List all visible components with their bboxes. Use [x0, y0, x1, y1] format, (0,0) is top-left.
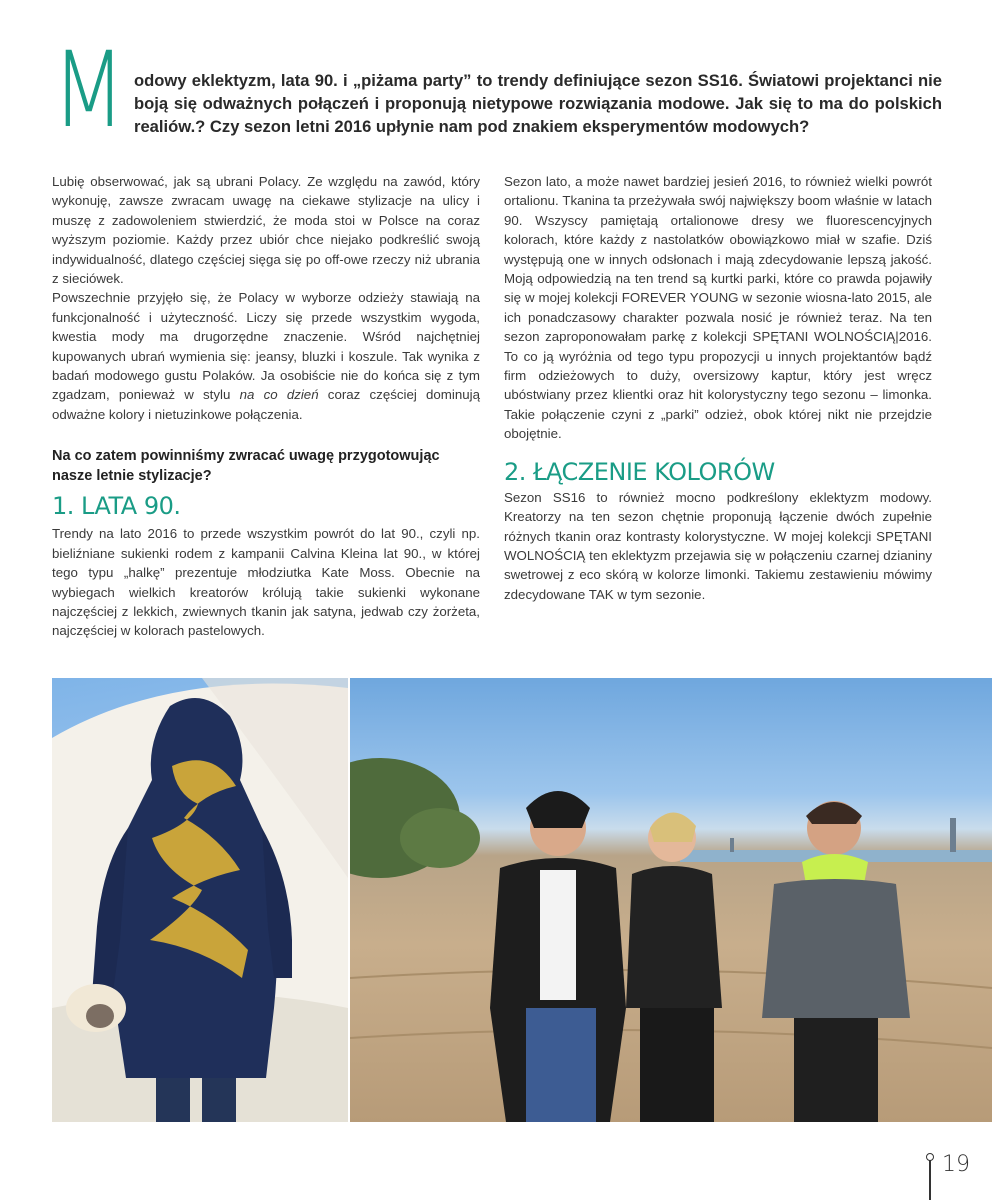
right-column	[504, 172, 932, 604]
lead-paragraph: odowy eklektyzm, lata 90. i „piżama party” to trendy definiujące sezon SS16. Światowi projektanci nie boją się odważnych połączeń i proponują nietypowe rozwiązania modowe. Jak się to ma do polskich realiów.? Czy sezon letni 2016 upłynie nam pod znakiem eksperymentów modowych?	[134, 71, 942, 136]
left-paragraph-2-italic: na co dzień	[239, 387, 319, 403]
page-number-dot	[926, 1153, 934, 1161]
left-paragraph-2-start: Powszechnie przyjęło się, że Polacy w wyborze odzieży stawiają na funkcjonalność i użyteczność. Liczy się przede wszystkim wygoda, kwestia mody ma drugorzędne znaczenie. Wśród najchętniej kupowanych ubrań wymienia się: jeansy, bluzki i koszule. Tak wynika z badań modowego gustu Polaków. Ja osobiście nie do końca się z tym zgadzam, ponieważ w stylu	[52, 290, 480, 403]
photo-three-models-beach	[350, 678, 992, 1122]
left-column	[52, 172, 480, 641]
models-illustration	[350, 678, 992, 1122]
parka-illustration	[52, 678, 348, 1122]
question-subheading: Na co zatem powinniśmy zwracać uwagę przygotowując nasze letnie stylizacje?	[52, 448, 440, 485]
right-paragraph-1: Sezon lato, a może nawet bardziej jesień 2016, to również wielki powrót ortalionu. Tkanina ta przeżywała swój największy boom właśnie w latach 90. Wszyscy pamiętają ortalionowe dresy we fluorescencyjnych kolorach, które każdy z nastolatków obowiązkowo miał w szafie. Dziś występują one w innych odsłonach i mają zdecydowanie lepszą jakość. Moją odpowiedzią na ten trend są kurtki parki, które co prawda pojawiły się w mojej kolekcji FOREVER YOUNG w sezonie wiosna-lato 2015, ale ich ponadczasowy charakter pozwala nosić je również teraz. Na ten sezon zaproponowałam parkę z kolekcji SPĘTANI WOLNOŚCIĄ|2016. To co ją wyróżnia od tego typu propozycji u innych projektantów bądź firm odzieżowych to duży, oversizowy kaptur, który jest wręcz ubóstwiany przez klientki oraz hit kolorystyczny tego sezonu – limonka. Takie połączenie czyni z „parki” odzież, obok której nikt nie przejdzie obojętnie.	[504, 174, 932, 442]
left-paragraph-2-end: coraz częściej dominują odważne kolory i nietuzinkowe połączenia.	[52, 387, 480, 422]
drop-cap: M	[52, 29, 126, 151]
page-number-rule	[929, 1158, 931, 1200]
right-paragraph-2: Sezon SS16 to również mocno podkreślony eklektyzm modowy. Kreatorzy na ten sezon chętnie proponują łączenie dwóch zupełnie różnych tkanin oraz kontrasty kolorystyczne. W mojej kolekcji SPĘTANI WOLNOŚCIĄ ten eklektyzm przejawia się w połączeniu czarnej dzianiny swetrowej z eco skórą w kolorze limonki. Takiemu zestawieniu mówimy zdecydowane TAK w tym sezonie.	[504, 489, 932, 602]
section-title-lata-90: 1. LATA 90.	[52, 492, 181, 521]
page-number: 19	[942, 1152, 970, 1177]
left-paragraph-2	[52, 288, 480, 424]
photo-parka-back	[52, 678, 348, 1122]
lead-intro	[52, 29, 942, 151]
left-paragraph-1: Lubię obserwować, jak są ubrani Polacy. Ze względu na zawód, który wykonuję, zawsze zwracam uwagę na ciekawe stylizacje na ulicy i muszę z zadowoleniem stwierdzić, że moda stoi w Polsce na coraz wyższym poziomie. Każdy przez ubiór chce niejako podkreślić swoją indywidualność, dlatego częściej sięga się po off-owe rzeczy niż ubrania z sieciówek.	[52, 174, 480, 287]
section-title-laczenie-kolorow: 2. ŁĄCZENIE KOLORÓW	[504, 457, 775, 486]
left-paragraph-3: Trendy na lato 2016 to przede wszystkim powrót do lat 90., czyli np. bieliźniane sukienki rodem z kampanii Calvina Kleina lat 90., w której tego typu „halkę” prezentuje młodziutka Kate Moss. Obecnie na wybiegach wielkich kreatorów królują takie sukienki wykonane najczęściej z lekkich, zwiewnych tkanin jak satyna, jedwab czy żorżeta, najczęściej w kolorach pastelowych.	[52, 526, 480, 639]
